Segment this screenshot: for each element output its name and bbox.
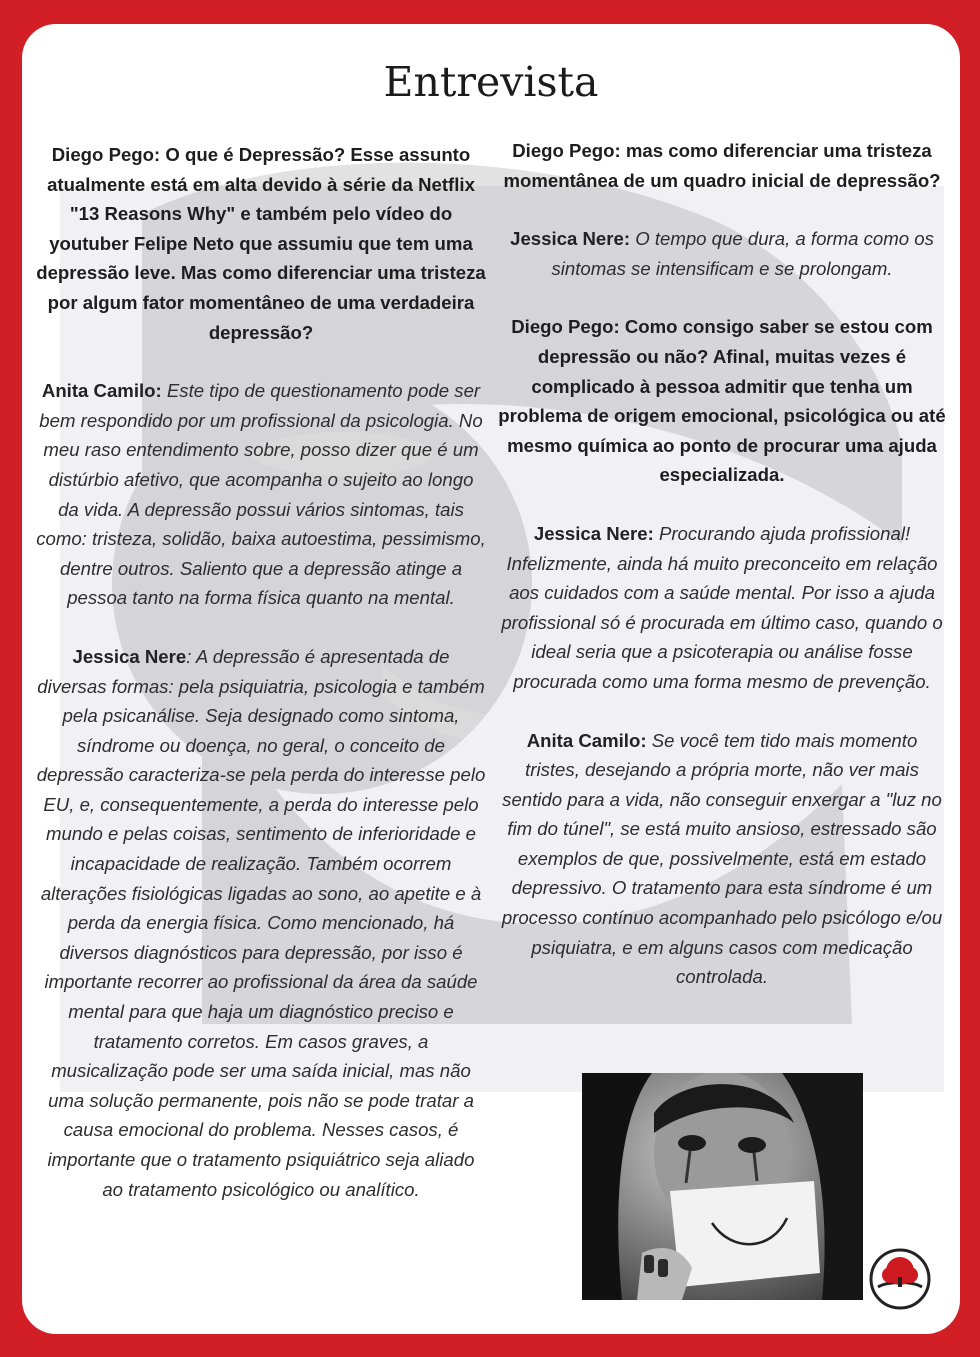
answer-1-speaker: Anita Camilo: — [41, 380, 162, 402]
question-2 — [498, 136, 946, 195]
right-column — [498, 136, 946, 1021]
answer-4-speaker: Jessica Nere: — [533, 522, 654, 544]
question-3-text: : Como consigo saber se estou com depressão ou não? Afinal, muitas vezes é complicado à pessoa admitir que tenha um problema de origem emocional, psicológica ou até mesmo química ao ponto de procurar uma ajuda especializada. — [498, 316, 946, 486]
question-2-speaker: Diego Pego — [512, 140, 615, 161]
red-tree-logo-icon — [868, 1247, 932, 1311]
answer-1 — [36, 376, 486, 613]
question-1-speaker: Diego Pego — [51, 144, 155, 165]
answer-2-text: : A depressão é apresentada de diversas formas: pela psiquiatria, psicologia e também pela psicanálise. Seja designado como sintoma, síndrome ou doença, no geral, o conceito de depressão caracteriza-se pela perda do interesse pelo EU, e, consequentemente, a perda do interesse pelo mundo e pelas coisas, sentimento de inferioridade e incapacidade de realização. Também ocorrem alterações fisiológicas ligadas ao sono, ao apetite e à perda da energia física. Como mencionado, há diversos diagnósticos para depressão, por isso é importante recorrer ao profissional da área da saúde mental para que haja um diagnóstico preciso e tratamento corretos. Em casos graves, a musicalização pode ser uma saída inicial, mas não uma solução permanente, pois não se pode tratar a causa emocional do problema. Nesses casos, é importante que o tratamento psiquiátrico seja aliado ao tratamento psicológico ou analítico. — [36, 645, 486, 1200]
question-3-speaker: Diego Pego — [511, 316, 614, 338]
crying-woman-photo — [582, 1073, 863, 1300]
left-column — [36, 140, 486, 1233]
answer-2-speaker: Jessica Nere — [72, 645, 187, 667]
answer-2 — [36, 642, 486, 1204]
answer-5-speaker: Anita Camilo: — [526, 729, 647, 751]
question-2-text: : mas como diferenciar uma tristeza momentânea de um quadro inicial de depressão? — [503, 140, 941, 191]
answer-1-text: Este tipo de questionamento pode ser bem respondido por um profissional da psicologia. No meu raso entendimento sobre, posso dizer que é um distúrbio afetivo, que acompanha o sujeito ao longo da vida. A depressão possui vários sintomas, tais como: tristeza, solidão, baixa autoestima, pessimismo, dentre outros. Saliento que a depressão atinge a pessoa tanto na forma física quanto na mental. — [36, 380, 486, 609]
answer-5 — [498, 726, 946, 992]
answer-4-text: Procurando ajuda profissional! Infelizmente, ainda há muito preconceito em relação aos cuidados com a saúde mental. Por isso a ajuda profissional só é procurada em último caso, quando o ideal seria que a psicoterapia ou análise fosse procurada como uma forma mesmo de prevenção. — [501, 522, 943, 692]
answer-3 — [498, 224, 946, 283]
question-1 — [36, 140, 486, 347]
photo-illustration — [582, 1073, 863, 1300]
answer-3-text: O tempo que dura, a forma como os sintomas se intensificam e se prolongam. — [551, 228, 934, 279]
page-card — [22, 24, 960, 1334]
page-title: Entrevista — [383, 58, 599, 106]
question-3 — [498, 312, 946, 490]
answer-5-text: Se você tem tido mais momento tristes, desejando a própria morte, não ver mais sentido para a vida, não conseguir enxergar a "luz no fim do túnel", se está muito ansioso, estressado são exemplos de que, possivelmente, está em estado depressivo. O tratamento para esta síndrome é um processo contínuo acompanhado pelo psicólogo e/ou psiquiatra, e em alguns casos com medicação controlada. — [501, 729, 943, 988]
answer-3-speaker: Jessica Nere: — [510, 228, 631, 250]
answer-4 — [498, 519, 946, 697]
question-1-text: : O que é Depressão? Esse assunto atualmente está em alta devido à série da Netflix "13 Reasons Why" e também pelo vídeo do youtuber Felipe Neto que assumiu que tem uma depressão leve. Mas como diferenciar uma tristeza por algum fator momentâneo de uma verdadeira depressão? — [36, 144, 486, 343]
